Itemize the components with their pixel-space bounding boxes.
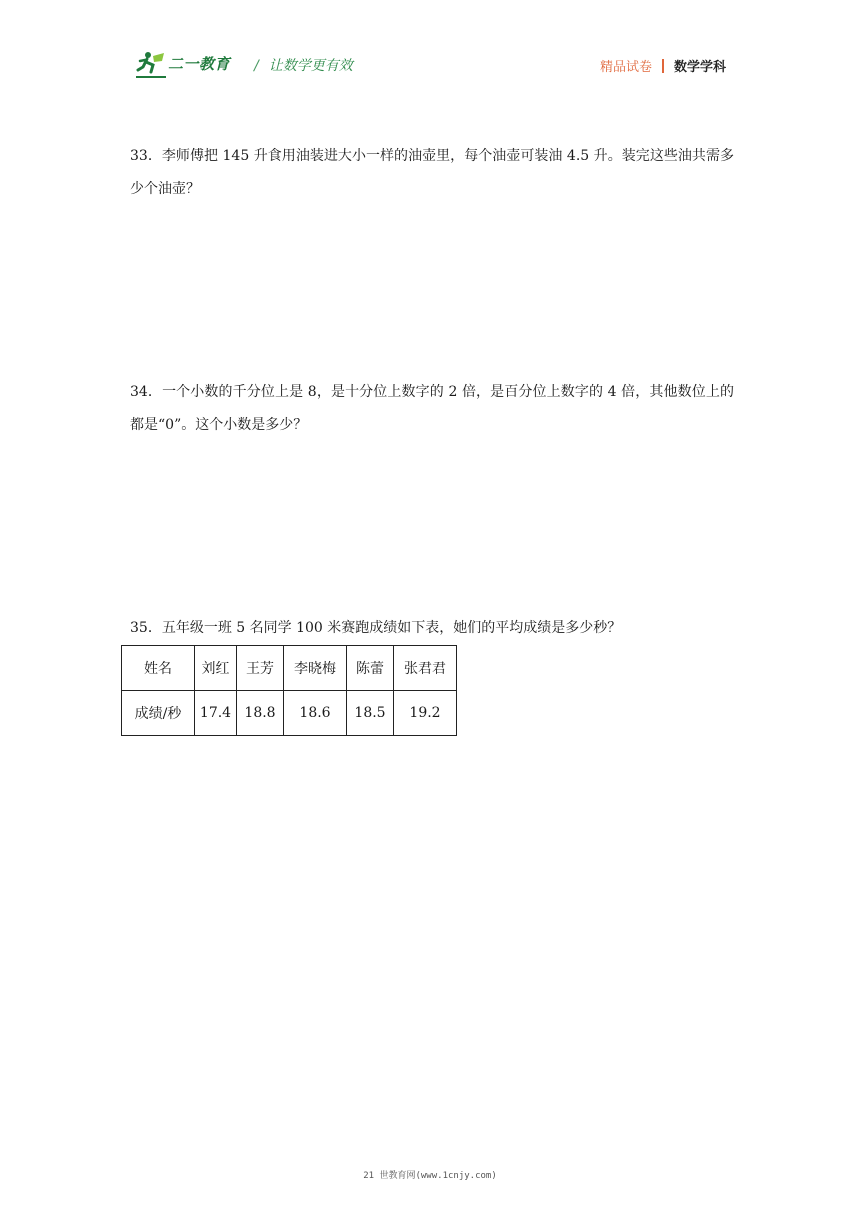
table-cell: 刘红 bbox=[195, 646, 237, 691]
brand-name: 二一教育 bbox=[168, 55, 231, 73]
slogan bbox=[254, 55, 353, 75]
tag-quality-paper: 精品试卷 bbox=[599, 60, 652, 75]
question-text: 五年级一班 5 名同学 100 米赛跑成绩如下表，她们的平均成绩是多少秒？ bbox=[161, 620, 622, 636]
page-header bbox=[134, 44, 730, 84]
page-footer: 21 世教育网(www.1cnjy.com) bbox=[363, 1171, 497, 1181]
question-33 bbox=[130, 140, 734, 206]
tag-subject: 数学学科 bbox=[673, 60, 726, 75]
slogan-text: 让数学更有效 bbox=[268, 58, 353, 74]
table-cell: 李晓梅 bbox=[284, 646, 347, 691]
tag-divider bbox=[662, 59, 664, 73]
table-cell: 姓名 bbox=[122, 646, 195, 691]
table-cell: 18.5 bbox=[347, 691, 394, 736]
score-table bbox=[121, 645, 457, 736]
question-number: 35． bbox=[130, 620, 162, 636]
question-text: 李师傅把 145 升食用油装进大小一样的油壶里，每个油壶可装油 4.5 升。装完这些油共需多少个油壶？ bbox=[130, 148, 734, 197]
question-text: 一个小数的千分位上是 8，是十分位上数字的 2 倍，是百分位上数字的 4 倍，其他数位上的都是“0”。这个小数是多少？ bbox=[130, 384, 734, 433]
runner-icon bbox=[134, 50, 168, 80]
table-row bbox=[122, 646, 457, 691]
table-cell: 张君君 bbox=[394, 646, 457, 691]
question-34 bbox=[130, 376, 734, 442]
table-cell: 17.4 bbox=[195, 691, 237, 736]
question-number: 33． bbox=[130, 148, 162, 164]
table-cell: 陈蕾 bbox=[347, 646, 394, 691]
table-cell: 19.2 bbox=[394, 691, 457, 736]
question-number: 34． bbox=[130, 384, 163, 400]
header-tags bbox=[600, 56, 726, 75]
table-row bbox=[122, 691, 457, 736]
table-cell: 成绩/秒 bbox=[122, 691, 195, 736]
question-35 bbox=[130, 612, 734, 645]
table-cell: 18.8 bbox=[237, 691, 284, 736]
table-cell: 18.6 bbox=[284, 691, 347, 736]
table-cell: 王芳 bbox=[237, 646, 284, 691]
slogan-separator: / bbox=[254, 58, 259, 74]
